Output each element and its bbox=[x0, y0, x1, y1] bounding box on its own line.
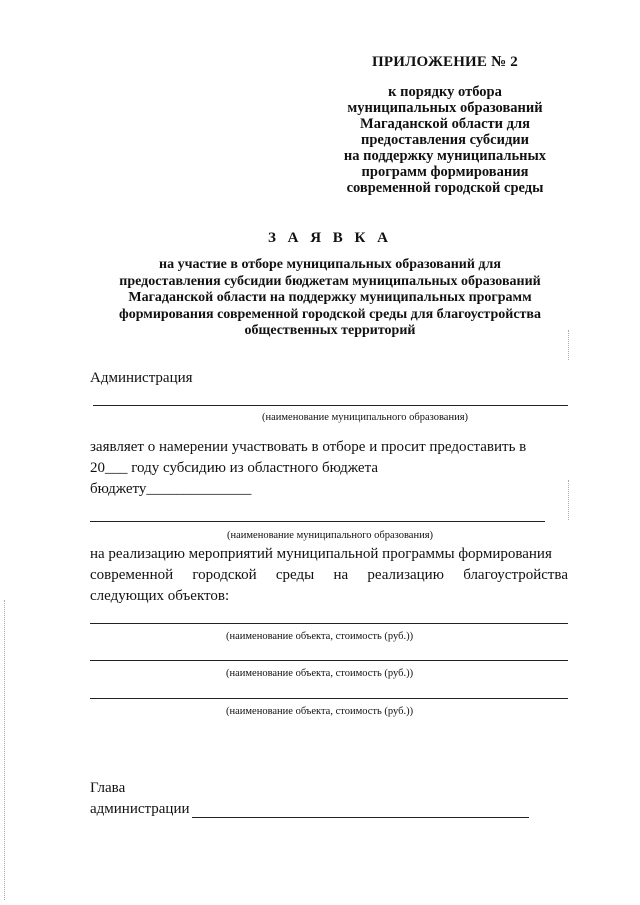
object-fill-line-1[interactable] bbox=[90, 623, 568, 624]
appendix-line: муниципальных образований bbox=[347, 100, 543, 116]
word: на bbox=[333, 567, 349, 583]
municipality-fill-line-2[interactable] bbox=[90, 521, 545, 522]
signature-fill-line[interactable] bbox=[192, 817, 529, 818]
justified-text-line bbox=[90, 567, 568, 584]
appendix-line: программ формирования bbox=[361, 164, 529, 180]
appendix-line: современной городской среды bbox=[346, 180, 544, 196]
word: благоустройства bbox=[463, 567, 568, 583]
object-fill-line-2[interactable] bbox=[90, 660, 568, 661]
object-caption-3: (наименование объекта, стоимость (руб.)) bbox=[226, 706, 414, 717]
realization-text: на реализацию мероприятий муниципальной программы формирования bbox=[90, 546, 552, 562]
year-text: 20___ году субсидию из областного бюджета bbox=[90, 460, 378, 476]
appendix-number: ПРИЛОЖЕНИЕ № 2 bbox=[371, 54, 519, 70]
object-caption-2: (наименование объекта, стоимость (руб.)) bbox=[226, 668, 414, 679]
application-subtitle bbox=[80, 257, 580, 340]
application-title: З А Я В К А bbox=[267, 230, 393, 246]
appendix-line: Магаданской области для bbox=[360, 116, 530, 132]
word: реализацию bbox=[367, 567, 444, 583]
object-fill-line-3[interactable] bbox=[90, 698, 568, 699]
appendix-header bbox=[300, 54, 590, 71]
subtitle-line: Магаданской области на поддержку муниципальных программ bbox=[128, 290, 532, 305]
scan-margin-mark bbox=[568, 480, 569, 520]
head-label: Глава bbox=[90, 780, 126, 796]
appendix-subtitle bbox=[300, 84, 590, 196]
objects-text: следующих объектов: bbox=[90, 588, 230, 604]
word: городской bbox=[192, 567, 257, 583]
subtitle-line: на участие в отборе муниципальных образований для bbox=[159, 257, 501, 272]
subtitle-line: формирования современной городской среды для благоустройства bbox=[119, 306, 541, 322]
administration-signature-label: администрации bbox=[90, 801, 190, 817]
appendix-line: на поддержку муниципальных bbox=[343, 148, 547, 164]
word: современной bbox=[90, 567, 174, 583]
budget-label: бюджету______________ bbox=[90, 481, 252, 497]
subtitle-line: предоставления субсидии бюджетам муниципальных образований bbox=[119, 273, 541, 289]
appendix-line: предоставления субсидии bbox=[360, 132, 529, 148]
scan-margin-mark bbox=[568, 330, 569, 360]
municipality-fill-line-1[interactable] bbox=[93, 405, 568, 406]
scan-margin-mark bbox=[4, 600, 5, 900]
administration-label: Администрация bbox=[90, 370, 193, 386]
declares-text: заявляет о намерении участвовать в отборе и просит предоставить в bbox=[90, 439, 527, 455]
appendix-line: к порядку отбора bbox=[388, 84, 502, 100]
word: среды bbox=[275, 567, 315, 583]
municipality-caption-1: (наименование муниципального образования) bbox=[262, 412, 469, 423]
subtitle-line: общественных территорий bbox=[244, 323, 416, 338]
municipality-caption-2: (наименование муниципального образования) bbox=[227, 530, 434, 541]
object-caption-1: (наименование объекта, стоимость (руб.)) bbox=[226, 631, 414, 642]
